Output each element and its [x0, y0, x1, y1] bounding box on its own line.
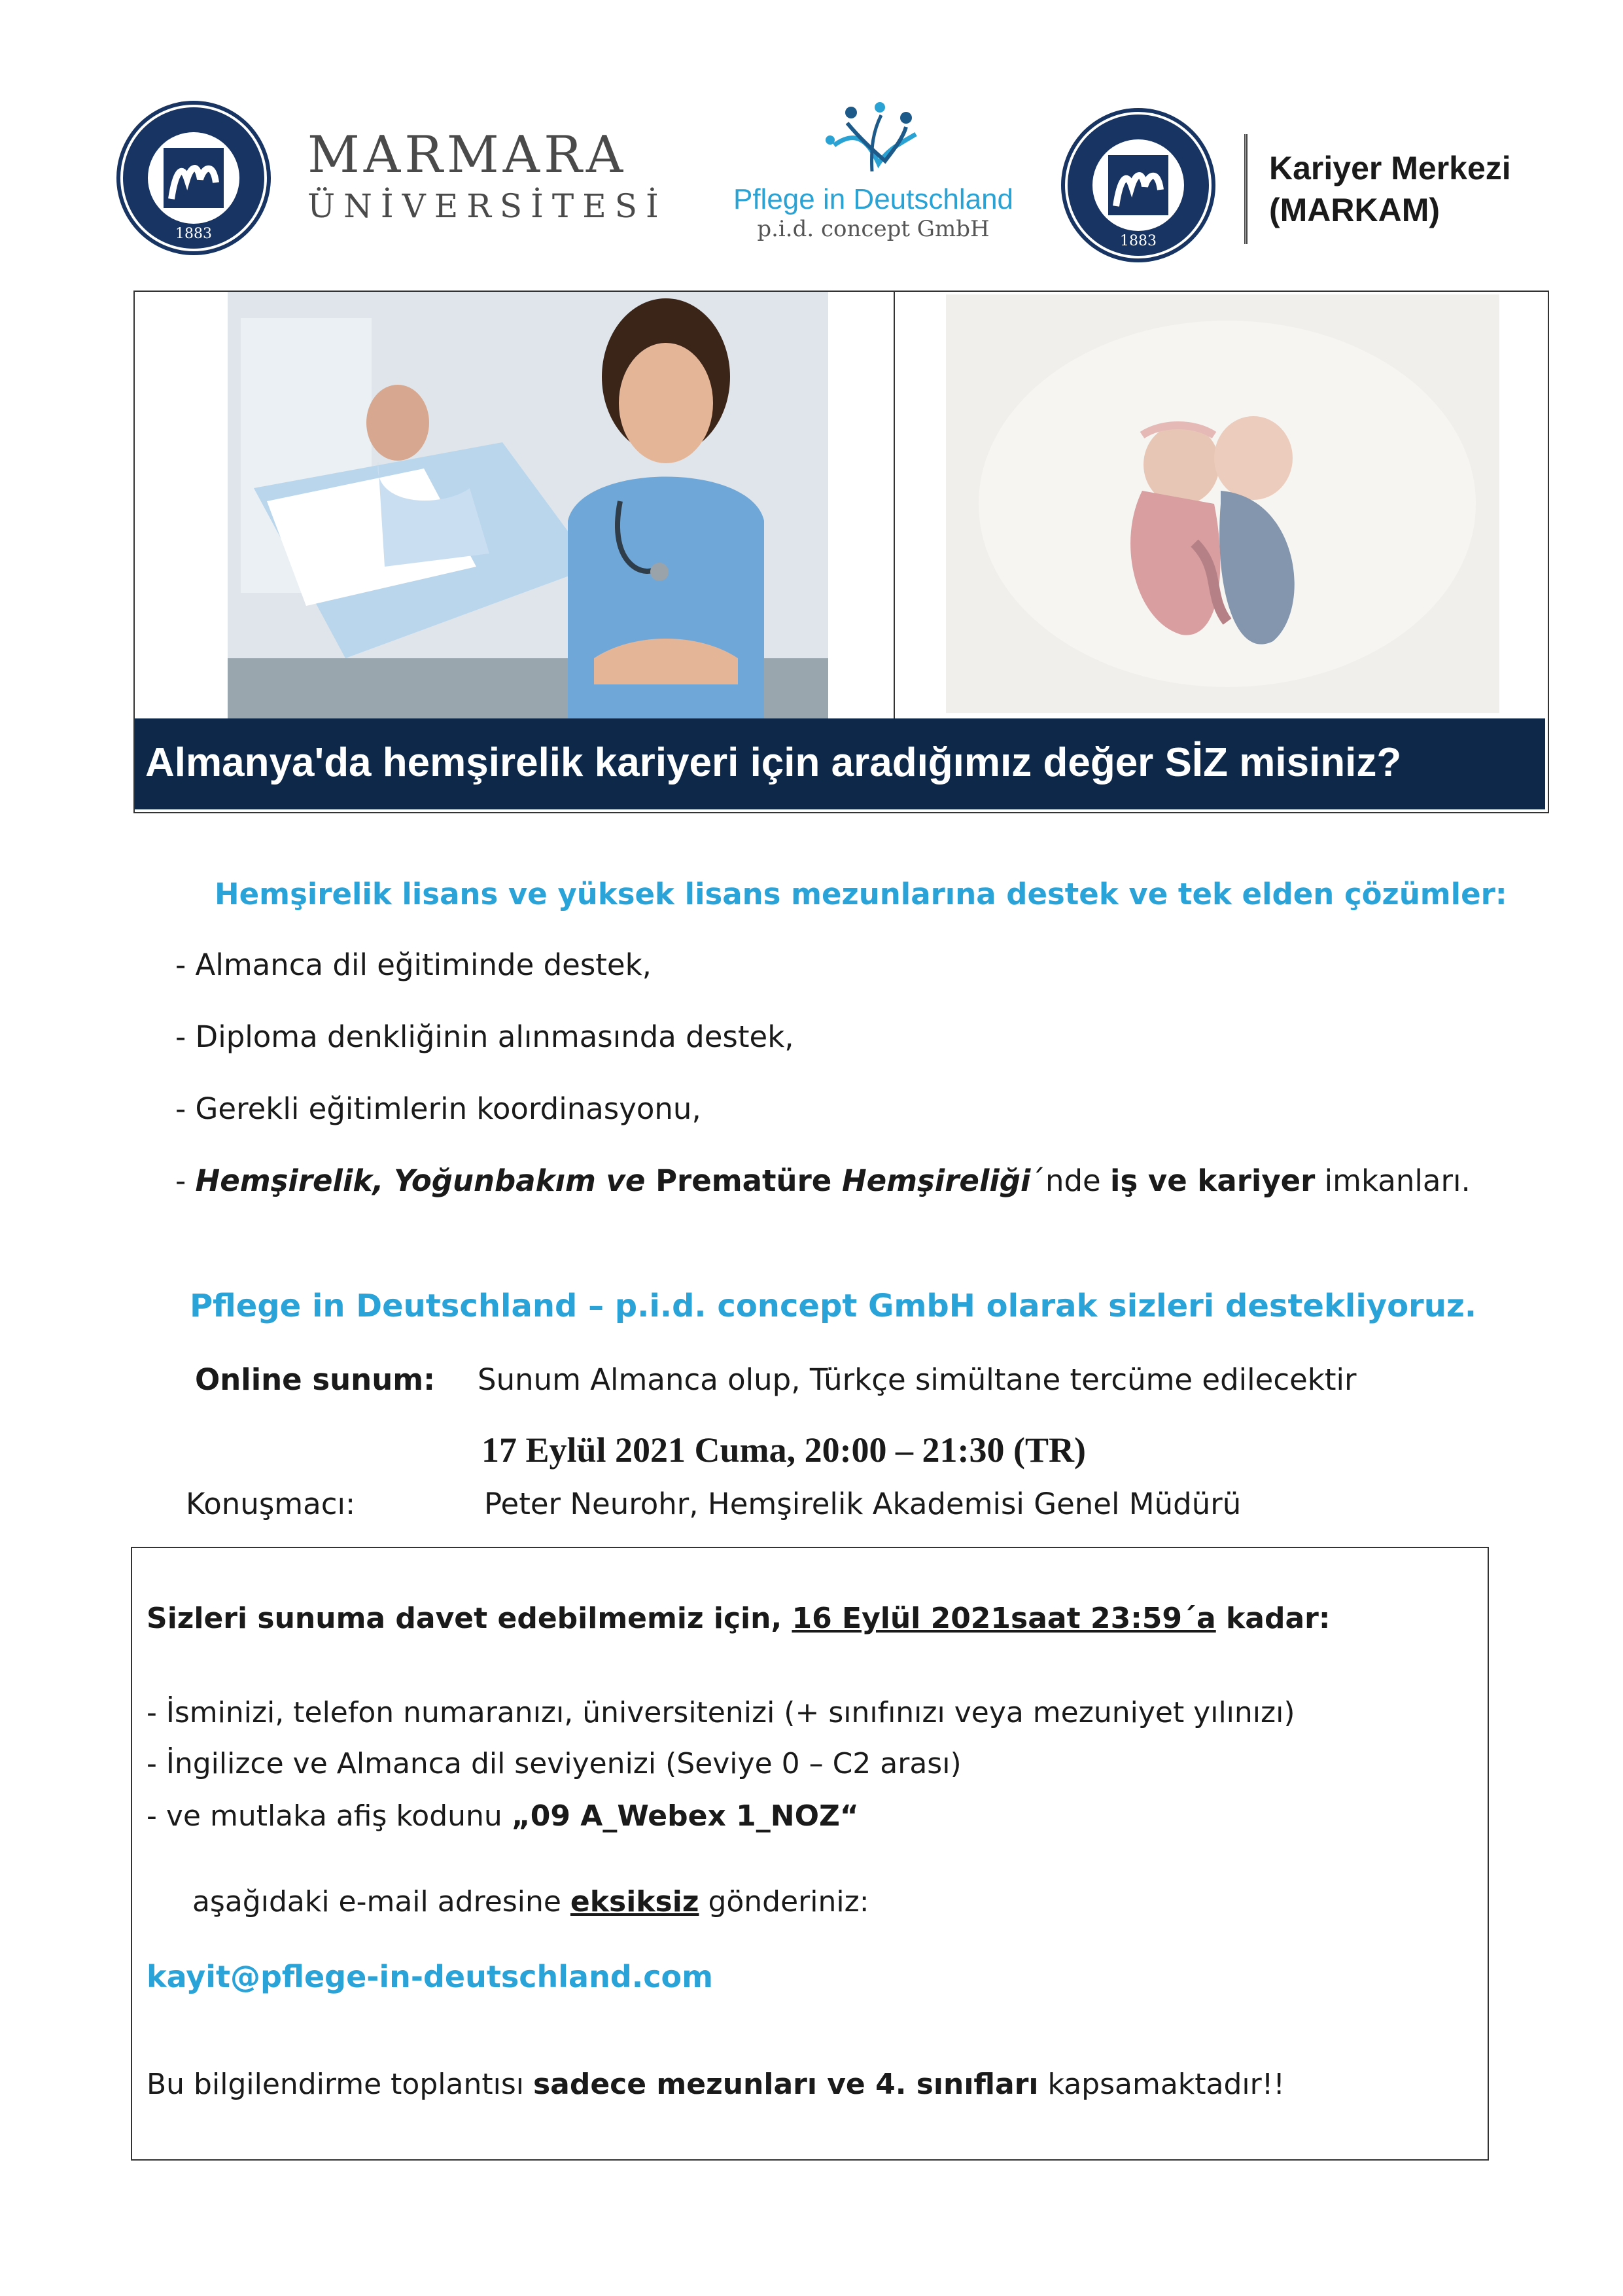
marmara-name-line1: MARMARA	[307, 126, 627, 185]
pflege-logo	[720, 92, 1027, 268]
registration-line-4: aşağıdaki e-mail adresine eksiksiz gönderiniz:	[164, 1885, 869, 1918]
registration-note: Bu bilgilendirme toplantısı sadece mezunları ve 4. sınıfları kapsamaktadır!!	[147, 2068, 1285, 2101]
support-item-3: - Gerekli eğitimlerin koordinasyonu,	[175, 1091, 701, 1126]
nurse-photo	[228, 292, 828, 718]
registration-intro: Sizleri sunuma davet edebilmemiz için, 16 Eylül 2021saat 23:59´a kadar:	[147, 1602, 1331, 1635]
banner-divider	[894, 292, 895, 718]
markam-seal-icon	[1061, 108, 1215, 262]
support-item-4: - Hemşirelik, Yoğunbakım ve Prematüre Hemşireliği´nde iş ve kariyer imkanları.	[175, 1163, 1471, 1198]
svg-text:1883: 1883	[1120, 233, 1157, 249]
presentation-date: 17 Eylül 2021 Cuma, 20:00 – 21:30 (TR)	[481, 1430, 1087, 1470]
support-item-1: - Almanca dil eğitiminde destek,	[175, 947, 652, 982]
markam-divider	[1244, 134, 1248, 244]
registration-line-2: - İngilizce ve Almanca dil seviyenizi (Seviye 0 – C2 arası)	[147, 1747, 962, 1780]
markam-line2: (MARKAM)	[1269, 192, 1440, 228]
support-item-2: - Diploma denkliğinin alınmasında destek,	[175, 1019, 794, 1054]
markam-line1: Kariyer Merkezi	[1269, 150, 1511, 186]
pflege-logo-subtitle: p.i.d. concept GmbH	[757, 216, 990, 242]
marmara-seal-icon	[116, 101, 271, 255]
speaker-value: Peter Neurohr, Hemşirelik Akademisi Genel Müdürü	[484, 1487, 1242, 1521]
svg-text:1883: 1883	[175, 226, 212, 242]
registration-line-1: - İsminizi, telefon numaranızı, üniversitenizi (+ sınıfınızı veya mezuniyet yılınızı)	[147, 1696, 1295, 1729]
babies-photo	[946, 294, 1499, 713]
online-value: Sunum Almanca olup, Türkçe simültane tercüme edilecektir	[478, 1362, 1357, 1397]
banner-headline: Almanya'da hemşirelik kariyeri için aradığımız değer SİZ misiniz?	[135, 718, 1545, 809]
registration-email[interactable]: kayit@pflege-in-deutschland.com	[147, 1959, 714, 1994]
pflege-figures-icon	[808, 98, 939, 183]
marmara-logo	[116, 98, 667, 255]
poster-code: „09 A_Webex 1_NOZ“	[511, 1799, 859, 1833]
pflege-logo-title: Pflege in Deutschland	[733, 183, 1014, 215]
markam-logo	[1061, 108, 1519, 272]
marmara-name-line2: ÜNİVERSİTESİ	[307, 187, 667, 225]
online-label: Online sunum:	[195, 1362, 436, 1397]
registration-line-3: - ve mutlaka afiş kodunu „09 A_Webex 1_NOZ“	[147, 1799, 859, 1833]
support-heading: Hemşirelik lisans ve yüksek lisans mezunlarına destek ve tek elden çözümler:	[215, 877, 1507, 911]
company-line: Pflege in Deutschland – p.i.d. concept GmbH olarak sizleri destekliyoruz.	[190, 1288, 1477, 1324]
registration-deadline: 16 Eylül 2021saat 23:59´a	[792, 1602, 1216, 1635]
speaker-label: Konuşmacı:	[186, 1487, 356, 1521]
